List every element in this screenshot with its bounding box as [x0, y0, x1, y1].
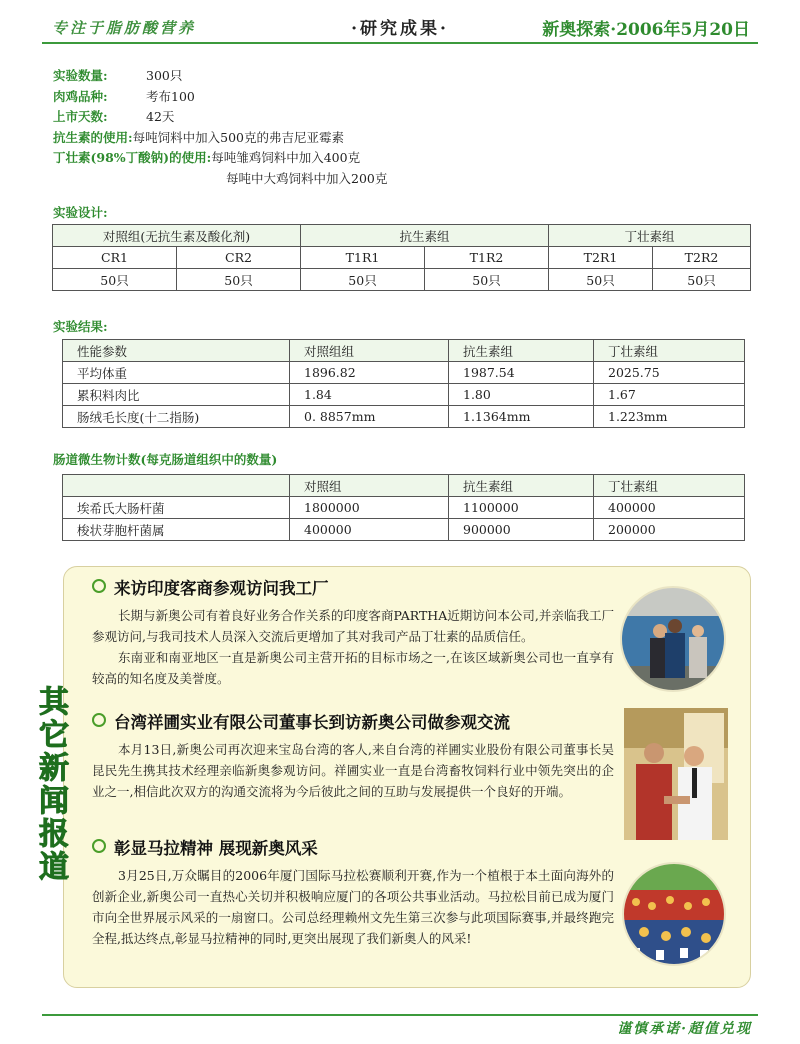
marathon-photo: [622, 862, 726, 966]
page-header: [42, 8, 758, 40]
header-slogan: 专注于脂肪酸营养: [52, 19, 197, 37]
news-article: [92, 709, 614, 802]
article-paragraph: 东南亚和南亚地区一直是新奥公司主营开拓的目标市场之一,在该区域新奥公司也一直享有较高的知名度及美誉度。: [92, 650, 614, 686]
design-count: 50只: [177, 269, 301, 291]
design-code: T2R1: [549, 247, 653, 269]
design-count: 50只: [301, 269, 425, 291]
news-article: [92, 575, 614, 689]
results-header: 对照组组: [290, 340, 449, 362]
results-table: [62, 339, 745, 428]
param-butyrate: 丁壮素(98%丁酸钠)的使用:每吨雏鸡饲料中加入400克: [53, 150, 361, 165]
design-code: T1R2: [425, 247, 549, 269]
microbe-header: 抗生素组: [449, 475, 594, 497]
design-group: 对照组(无抗生素及酸化剂): [53, 225, 301, 247]
circle-bullet-icon: [92, 579, 106, 593]
article-paragraph: 长期与新奥公司有着良好业务合作关系的印度客商PARTHA近期访问本公司,并亲临我工厂参观访问,与我司技术人员深入交流后更增加了其对我司产品丁壮素的品质信任。: [92, 608, 614, 644]
design-count: 50只: [425, 269, 549, 291]
article-title: 台湾祥圃实业有限公司董事长到访新奥公司做参观交流: [92, 709, 614, 733]
microbe-header: 对照组: [290, 475, 449, 497]
design-group: 抗生素组: [301, 225, 549, 247]
handshake-photo: [624, 708, 728, 840]
table-row: 平均体重 1896.82 1987.54 2025.75: [63, 362, 745, 384]
microbe-header: 丁壮素组: [594, 475, 745, 497]
design-code: CR2: [177, 247, 301, 269]
microbe-table: [62, 474, 745, 541]
param-butyrate-2: 每吨中大鸡饲料中加入200克: [226, 170, 388, 186]
microbe-title: 肠道微生物计数(每克肠道组织中的数量): [53, 452, 278, 467]
issue-date: 新奥探索·2006年5月20日: [542, 20, 750, 40]
visit-photo: [620, 586, 726, 692]
table-row: 梭状芽胞杆菌属 400000 900000 200000: [63, 519, 745, 541]
article-title: 彰显马拉精神 展现新奥风采: [92, 835, 614, 859]
experiment-params: [53, 66, 387, 189]
footer-motto: 谨慎承诺·超值兑现: [617, 1021, 752, 1037]
design-title: 实验设计:: [53, 205, 108, 220]
news-vertical-title: 其 它 新 闻 报 道: [39, 685, 69, 885]
circle-bullet-icon: [92, 713, 106, 727]
results-header: 丁壮素组: [594, 340, 745, 362]
design-code: T1R1: [301, 247, 425, 269]
results-title: 实验结果:: [53, 319, 108, 334]
param-count: 实验数量: 300只: [53, 68, 183, 83]
article-paragraph: 3月25日,万众瞩目的2006年厦门国际马拉松赛顺利开赛,作为一个植根于本土面向海外的创新企业,新奥公司一直热心关切并积极响应厦门的各项公共事业活动。马拉松目前已成为厦门市向全世界展示风采的一扇窗口。公司总经理赖州文先生第三次参与此项国际赛事,并最终跑完全程,抵达终点,彰显马拉精神的同时,更突出展现了我们新奥人的风采!: [92, 868, 614, 946]
article-title: 来访印度客商参观访问我工厂: [92, 575, 614, 599]
circle-bullet-icon: [92, 839, 106, 853]
microbe-header: [63, 475, 290, 497]
design-count: 50只: [653, 269, 751, 291]
article-paragraph: 本月13日,新奥公司再次迎来宝岛台湾的客人,来自台湾的祥圃实业股份有限公司董事长吴昆民先生携其技术经理亲临新奥参观访问。祥圃实业一直是台湾畜牧饲料行业中领先突出的企业之一,相信此次双方的沟通交流将为今后彼此之间的互助与发展提供一个良好的开端。: [92, 742, 614, 799]
design-code: T2R2: [653, 247, 751, 269]
section-title: ·研究成果·: [351, 19, 449, 39]
param-breed: 肉鸡品种: 考布100: [53, 88, 195, 104]
news-article: [92, 835, 614, 949]
table-row: 埃希氏大肠杆菌 1800000 1100000 400000: [63, 497, 745, 519]
table-row: 累积料肉比 1.84 1.80 1.67: [63, 384, 745, 406]
header-divider: [42, 42, 758, 44]
design-group: 丁壮素组: [549, 225, 751, 247]
footer-divider: [42, 1014, 758, 1016]
design-table: [52, 224, 751, 291]
param-antibiotic: 抗生素的使用:每吨饲料中加入500克的弗吉尼亚霉素: [53, 129, 344, 145]
table-row: 肠绒毛长度(十二指肠) 0. 8857mm 1.1364mm 1.223mm: [63, 406, 745, 428]
design-count: 50只: [53, 269, 177, 291]
design-code: CR1: [53, 247, 177, 269]
design-count: 50只: [549, 269, 653, 291]
param-days: 上市天数: 42天: [53, 109, 175, 124]
results-header: 抗生素组: [449, 340, 594, 362]
results-header: 性能参数: [63, 340, 290, 362]
